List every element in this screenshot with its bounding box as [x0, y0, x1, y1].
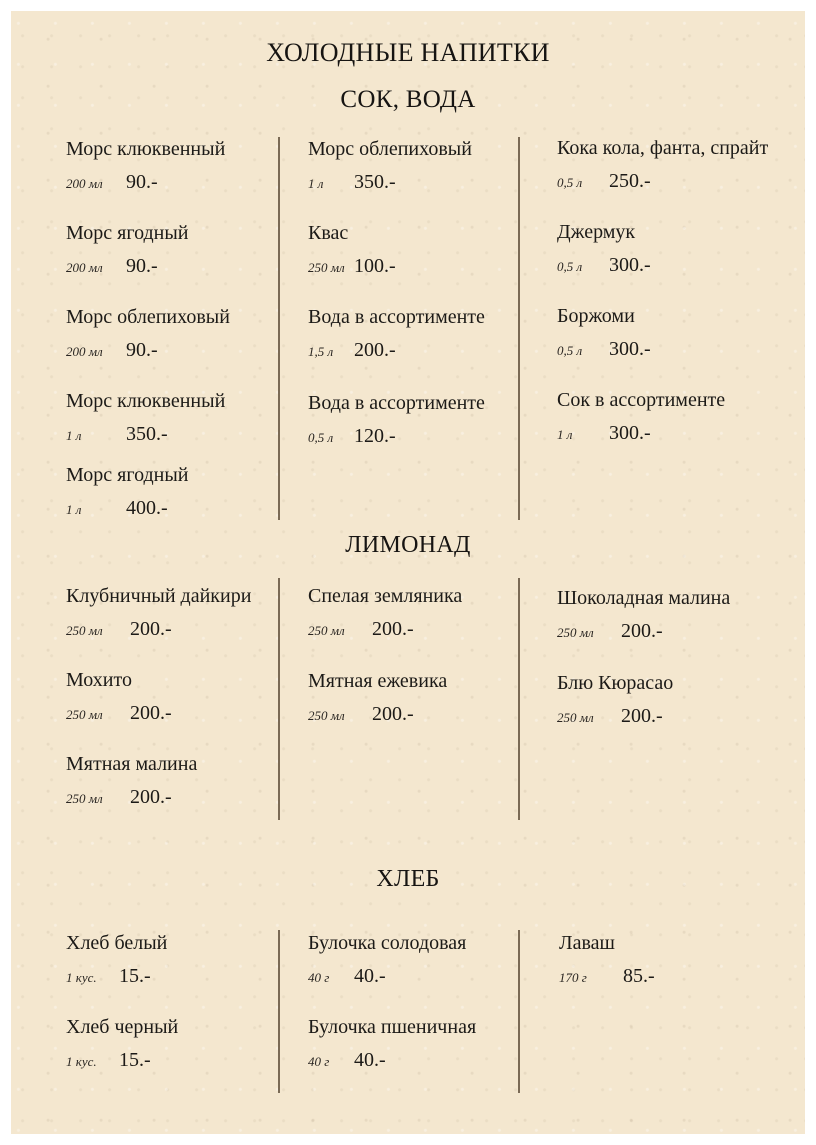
item-price: 90.-: [126, 255, 158, 277]
item-price: 15.-: [119, 1049, 151, 1071]
item-volume-price: [66, 339, 230, 362]
item-name: Морс облепиховый: [308, 138, 472, 160]
menu-item: [308, 391, 485, 448]
item-price: 300.-: [609, 338, 651, 360]
item-volume: 250 мл: [308, 260, 345, 275]
menu-item: [66, 584, 251, 641]
item-volume-price: [66, 497, 189, 520]
item-volume: 0,5 л: [557, 259, 583, 274]
item-price: 40.-: [354, 965, 386, 987]
column-divider: [518, 930, 520, 1093]
item-price: 100.-: [354, 255, 396, 277]
item-volume: 1 л: [308, 176, 324, 191]
item-name: Мохито: [66, 669, 132, 691]
item-volume-price: [308, 1049, 476, 1072]
item-volume: 1 л: [66, 428, 82, 443]
menu-item: [66, 389, 225, 446]
menu-item: [557, 388, 725, 445]
item-volume-price: [66, 965, 167, 988]
menu-title: ХОЛОДНЫЕ НАПИТКИ: [266, 38, 550, 67]
column-divider: [278, 137, 280, 520]
item-price: 200.-: [130, 786, 172, 808]
item-volume-price: [66, 702, 172, 725]
item-price: 120.-: [354, 425, 396, 447]
item-name: Булочка пшеничная: [308, 1016, 477, 1038]
menu-item: [66, 931, 167, 988]
item-volume: 200 мл: [66, 176, 103, 191]
menu-item: [66, 137, 225, 194]
item-volume-price: [557, 338, 651, 361]
item-name: Кока кола, фанта, спрайт: [557, 137, 769, 159]
item-volume: 250 мл: [308, 708, 345, 723]
item-name: Блю Кюрасао: [557, 672, 674, 694]
item-volume: 1,5 л: [308, 344, 334, 359]
item-volume: 250 мл: [66, 623, 103, 638]
menu-item: [557, 586, 730, 643]
menu-item: [66, 668, 172, 725]
item-name: Морс клюквенный: [66, 390, 226, 412]
item-price: 200.-: [130, 702, 172, 724]
item-name: Клубничный дайкири: [66, 585, 252, 607]
item-volume: 1 л: [557, 427, 573, 442]
item-name: Сок в ассортименте: [557, 389, 726, 411]
menu-item: [308, 221, 396, 278]
item-volume: 200 мл: [66, 260, 103, 275]
column-divider: [518, 137, 520, 520]
item-volume: 1 л: [66, 502, 82, 517]
item-volume: 250 мл: [66, 791, 103, 806]
item-name: Боржоми: [557, 305, 635, 327]
item-volume-price: [557, 170, 768, 193]
menu-item: [66, 752, 197, 809]
menu-item: [308, 137, 472, 194]
menu-item: [66, 221, 189, 278]
menu-item: [308, 931, 466, 988]
item-price: 350.-: [354, 171, 396, 193]
menu-item: [66, 463, 189, 520]
item-volume-price: [308, 618, 462, 641]
item-volume: 0,5 л: [557, 175, 583, 190]
item-price: 300.-: [609, 254, 651, 276]
item-volume-price: [557, 705, 673, 728]
item-price: 15.-: [119, 965, 151, 987]
item-name: Мятная малина: [66, 753, 198, 775]
item-volume: 0,5 л: [557, 343, 583, 358]
menu-item: [308, 584, 462, 641]
item-price: 200.-: [621, 705, 663, 727]
item-volume-price: [66, 618, 251, 641]
item-name: Лаваш: [559, 932, 615, 954]
item-price: 200.-: [372, 703, 414, 725]
item-volume: 40 г: [308, 1054, 330, 1069]
item-volume-price: [66, 255, 189, 278]
item-name: Спелая земляника: [308, 585, 463, 607]
item-volume-price: [308, 425, 485, 448]
menu-item: [557, 304, 651, 361]
item-volume-price: [66, 1049, 178, 1072]
item-name: Мятная ежевика: [308, 670, 448, 692]
item-volume-price: [557, 254, 651, 277]
menu-item: [559, 931, 655, 988]
menu-item: [557, 136, 768, 193]
item-volume: 40 г: [308, 970, 330, 985]
item-name: Шоколадная малина: [557, 587, 731, 609]
item-volume: 1 кус.: [66, 970, 97, 985]
item-volume-price: [308, 703, 447, 726]
menu-item: [308, 305, 485, 362]
item-volume-price: [308, 255, 396, 278]
item-volume-price: [557, 422, 725, 445]
menu-item: [308, 669, 447, 726]
item-volume-price: [308, 965, 466, 988]
item-name: Хлеб черный: [66, 1016, 179, 1038]
item-volume: 170 г: [559, 970, 587, 985]
item-name: Вода в ассортименте: [308, 392, 485, 414]
item-volume-price: [559, 965, 655, 988]
item-price: 40.-: [354, 1049, 386, 1071]
item-name: Морс ягодный: [66, 222, 189, 244]
item-volume: 200 мл: [66, 344, 103, 359]
item-price: 200.-: [130, 618, 172, 640]
column-divider: [518, 578, 520, 820]
item-volume-price: [66, 171, 225, 194]
menu-item: [557, 671, 673, 728]
item-price: 200.-: [372, 618, 414, 640]
item-volume-price: [557, 620, 730, 643]
item-volume: 250 мл: [557, 710, 594, 725]
item-price: 200.-: [621, 620, 663, 642]
menu-item: [66, 305, 230, 362]
item-name: Булочка солодовая: [308, 932, 467, 954]
column-divider: [278, 578, 280, 820]
menu-item: [557, 220, 651, 277]
item-price: 350.-: [126, 423, 168, 445]
item-name: Морс облепиховый: [66, 306, 230, 328]
item-price: 85.-: [623, 965, 655, 987]
item-name: Квас: [308, 222, 349, 244]
section-title-bread: ХЛЕБ: [376, 866, 440, 892]
item-name: Морс ягодный: [66, 464, 189, 486]
item-name: Вода в ассортименте: [308, 306, 485, 328]
item-name: Морс клюквенный: [66, 138, 226, 160]
item-volume-price: [66, 786, 197, 809]
item-price: 90.-: [126, 339, 158, 361]
item-volume: 0,5 л: [308, 430, 334, 445]
menu-item: [308, 1015, 476, 1072]
item-name: Хлеб белый: [66, 932, 168, 954]
item-name: Джермук: [557, 221, 636, 243]
item-price: 250.-: [609, 170, 651, 192]
item-volume: 250 мл: [557, 625, 594, 640]
item-price: 90.-: [126, 171, 158, 193]
item-price: 300.-: [609, 422, 651, 444]
menu-item: [66, 1015, 178, 1072]
item-volume-price: [308, 171, 472, 194]
item-volume-price: [308, 339, 485, 362]
item-price: 400.-: [126, 497, 168, 519]
item-volume: 1 кус.: [66, 1054, 97, 1069]
item-volume-price: [66, 423, 225, 446]
section-title-lemonade: ЛИМОНАД: [345, 532, 471, 558]
section-title-juice-water: СОК, ВОДА: [340, 86, 476, 113]
item-volume: 250 мл: [308, 623, 345, 638]
item-price: 200.-: [354, 339, 396, 361]
item-volume: 250 мл: [66, 707, 103, 722]
column-divider: [278, 930, 280, 1093]
